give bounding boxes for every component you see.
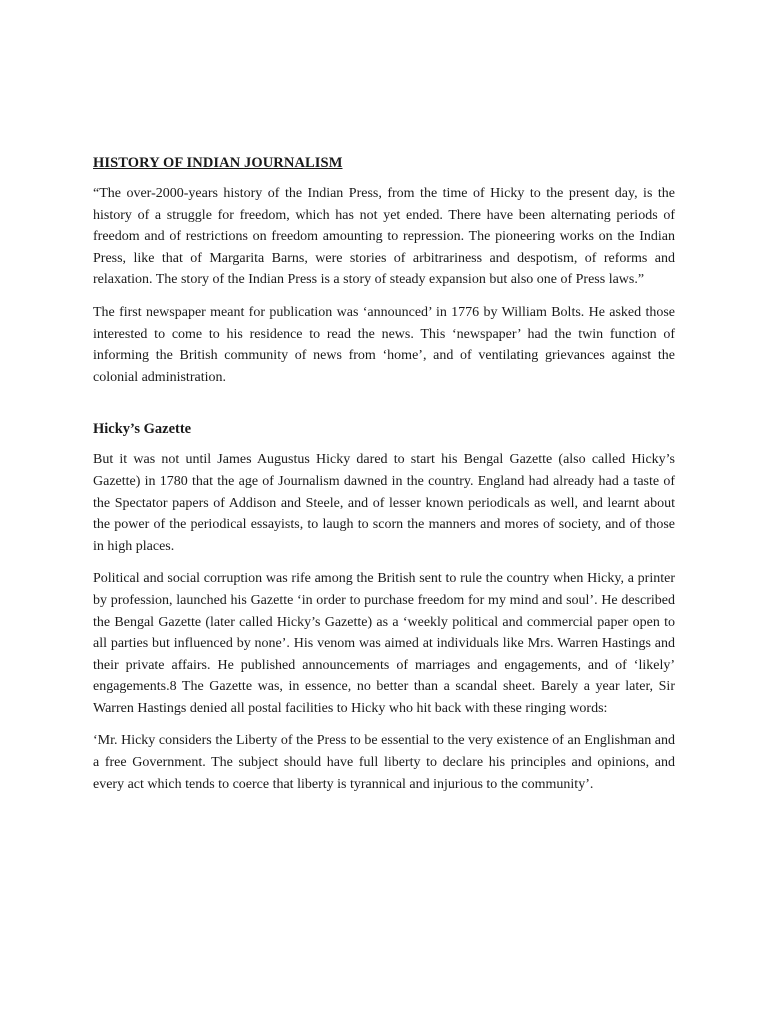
- section-paragraph-corruption: Political and social corruption was rife among the British sent to rule the country when Hicky, a printer by profession, launched his Gazette ‘in order to purchase freedom for my mind and soul’. He described the Bengal Gazette (later called Hicky’s Gazette) as a ‘weekly political and commercial paper open to all parties but influenced by none’. His venom was aimed at individuals like Mrs. Warren Hastings and their private affairs. He published announcements of marriages and engagements, and of ‘likely’ engagements.8 The Gazette was, in essence, no better than a scandal sheet. Barely a year later, Sir Warren Hastings denied all postal facilities to Hicky who hit back with these ringing words:: [93, 571, 675, 716]
- section-paragraph-bengal-gazette: But it was not until James Augustus Hicky dared to start his Bengal Gazette (also called Hicky’s Gazette) in 1780 that the age of Journalism dawned in the country. England had already had a taste of the Spectator papers of Addison and Steele, and of lesser known periodicals as well, and learnt about the power of the periodical essayists, to laugh to scorn the manners and mores of society, and of those in high places.: [93, 452, 675, 554]
- intro-paragraph-quote: “The over-2000-years history of the Indian Press, from the time of Hicky to the present day, is the history of a struggle for freedom, which has not yet ended. There have been alternating periods of freedom and of restrictions on freedom amounting to repression. The pioneering works on the Indian Press, like that of Margarita Barns, were stories of arbitrariness and despotism, of reforms and relaxation. The story of the Indian Press is a story of steady expansion but also one of Press laws.”: [93, 186, 675, 288]
- section-spacer: [93, 399, 675, 419]
- intro-paragraph-first-newspaper: The first newspaper meant for publication was ‘announced’ in 1776 by William Bolts. He asked those interested to come to his residence to read the news. This ‘newspaper’ had the twin function of informing the British community of news from ‘home’, and of ventilating grievances against the colonial administration.: [93, 304, 675, 385]
- section-heading: Hicky’s Gazette: [93, 421, 192, 438]
- section-paragraph-liberty-quote: ‘Mr. Hicky considers the Liberty of the Press to be essential to the very existence of an Englishman and a free Government. The subject should have full liberty to declare his principles and opinions, and every act which tends to coerce that liberty is tyrannical and injurious to the community’.: [93, 733, 675, 792]
- document-page: [93, 153, 675, 806]
- document-title: HISTORY OF INDIAN JOURNALISM: [93, 155, 343, 171]
